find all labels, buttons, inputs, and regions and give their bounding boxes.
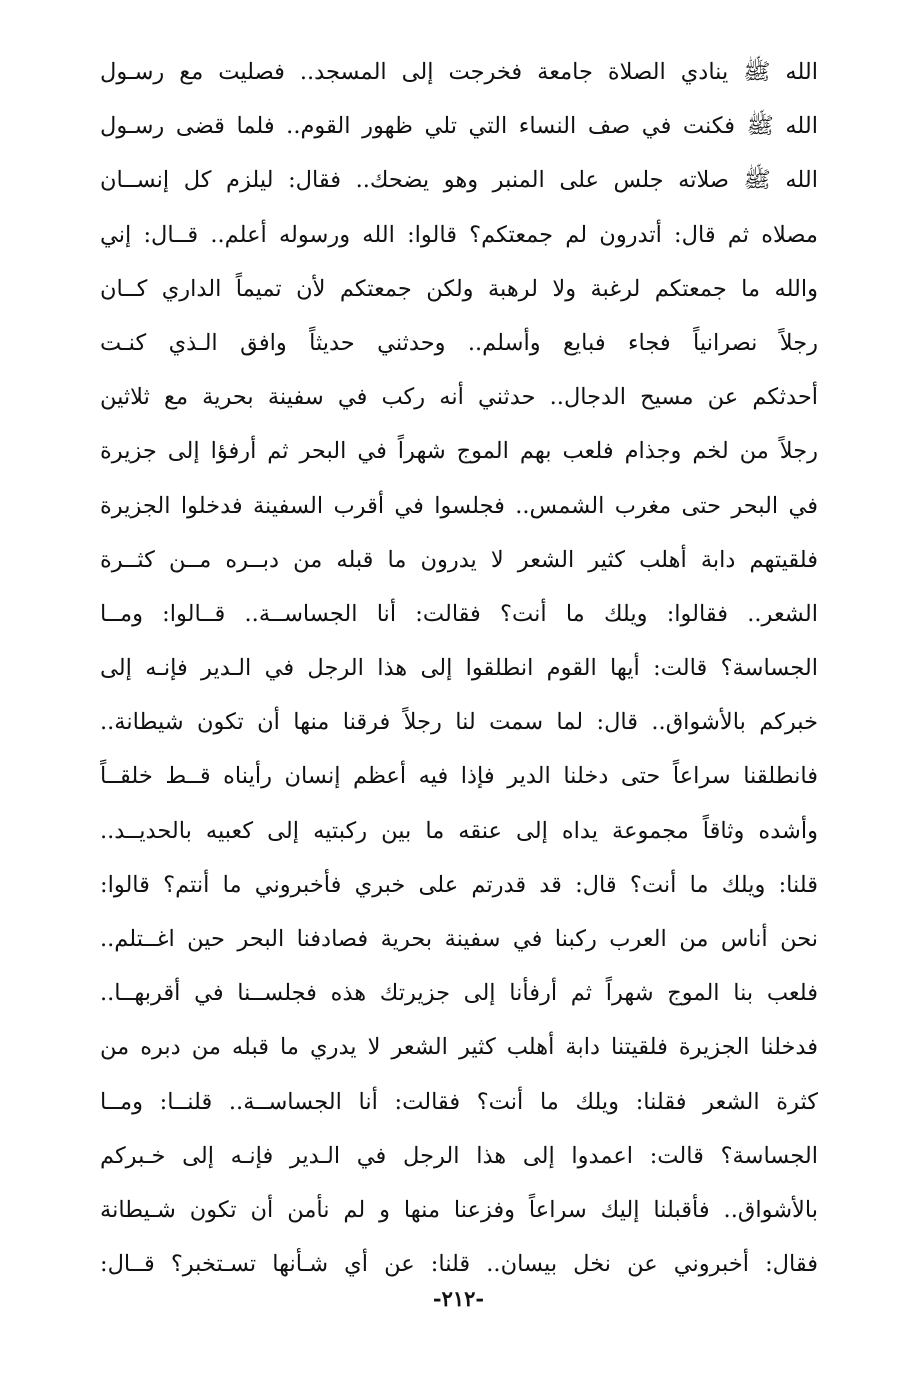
- text-line: فلقيتهم دابة أهلب كثير الشعر لا يدرون ما قبله من دبــره مــن كثــرة: [100, 546, 818, 573]
- text-line: الجساسة؟ قالت: أيها القوم انطلقوا إلى هذا الرجل في الـدير فإنـه إلى: [100, 655, 818, 682]
- text-line: فقال: أخبروني عن نخل بيسان.. قلنا: عن أي شـأنها تسـتخبر؟ قــال:: [100, 1251, 818, 1278]
- text-line: رجلاً من لخم وجذام فلعب بهم الموج شهراً في البحر ثم أرفؤا إلى جزيرة: [100, 438, 818, 465]
- text-line: والله ما جمعتكم لرغبة ولا لرهبة ولكن جمعتكم لأن تميماً الداري كــان: [100, 275, 818, 302]
- text-line: كثرة الشعر فقلنا: ويلك ما أنت؟ فقالت: أنا الجساســة.. قلنــا: ومــا: [100, 1088, 818, 1115]
- text-line: مصلاه ثم قال: أتدرون لم جمعتكم؟ قالوا: الله ورسوله أعلم.. قــال: إني: [100, 221, 818, 248]
- page-number: -٢١٢-: [432, 1286, 485, 1311]
- text-line: نحن أناس من العرب ركبنا في سفينة بحرية فصادفنا البحر حين اغــتلم..: [100, 926, 818, 952]
- text-line: الجساسة؟ قالت: اعمدوا إلى هذا الرجل في الـدير فإنـه إلى خـبركم: [100, 1142, 818, 1169]
- text-line: الله ﷺ ينادي الصلاة جامعة فخرجت إلى المسجد.. فصليت مع رسـول: [100, 59, 818, 85]
- text-line: الله ﷺ فكنت في صف النساء التي تلي ظهور القوم.. فلما قضى رسـول: [100, 113, 818, 140]
- text-line: الله ﷺ صلاته جلس على المنبر وهو يضحك.. فقال: ليلزم كل إنســان: [100, 167, 818, 194]
- text-line: وأشده وثاقاً مجموعة يداه إلى عنقه ما بين ركبتيه إلى كعبيه بالحديــد..: [100, 817, 818, 844]
- text-line: قلنا: ويلك ما أنت؟ قال: قد قدرتم على خبري فأخبروني ما أنتم؟ قالوا:: [100, 871, 818, 898]
- text-line: رجلاً نصرانياً فجاء فبايع وأسلم.. وحدثني حديثاً وافق الـذي كنـت: [100, 329, 818, 356]
- text-line: فلعب بنا الموج شهراً ثم أرفأنا إلى جزيرتك هذه فجلســنا في أقربهــا..: [100, 980, 818, 1007]
- text-line: الشعر.. فقالوا: ويلك ما أنت؟ فقالت: أنا الجساســة.. قــالوا: ومــا: [100, 600, 818, 627]
- text-line: في البحر حتى مغرب الشمس.. فجلسوا في أقرب السفينة فدخلوا الجزيرة: [100, 492, 818, 519]
- text-line: أحدثكم عن مسيح الدجال.. حدثني أنه ركب في سفينة بحرية مع ثلاثين: [100, 384, 818, 411]
- text-line: فدخلنا الجزيرة فلقيتنا دابة أهلب كثير الشعر لا يدري ما قبله من دبره من: [100, 1034, 818, 1061]
- text-line: بالأشواق.. فأقبلنا إليك سراعاً وفزعنا منها و لم نأمن أن تكون شـيطانة: [100, 1196, 818, 1223]
- body-text: [100, 45, 818, 1291]
- text-line: خبركم بالأشواق.. قال: لما سمت لنا رجلاً فرقنا منها أن تكون شيطانة..: [100, 709, 818, 736]
- text-line: فانطلقنا سراعاً حتى دخلنا الدير فإذا فيه أعظم إنسان رأيناه قــط خلقــاً: [100, 763, 818, 790]
